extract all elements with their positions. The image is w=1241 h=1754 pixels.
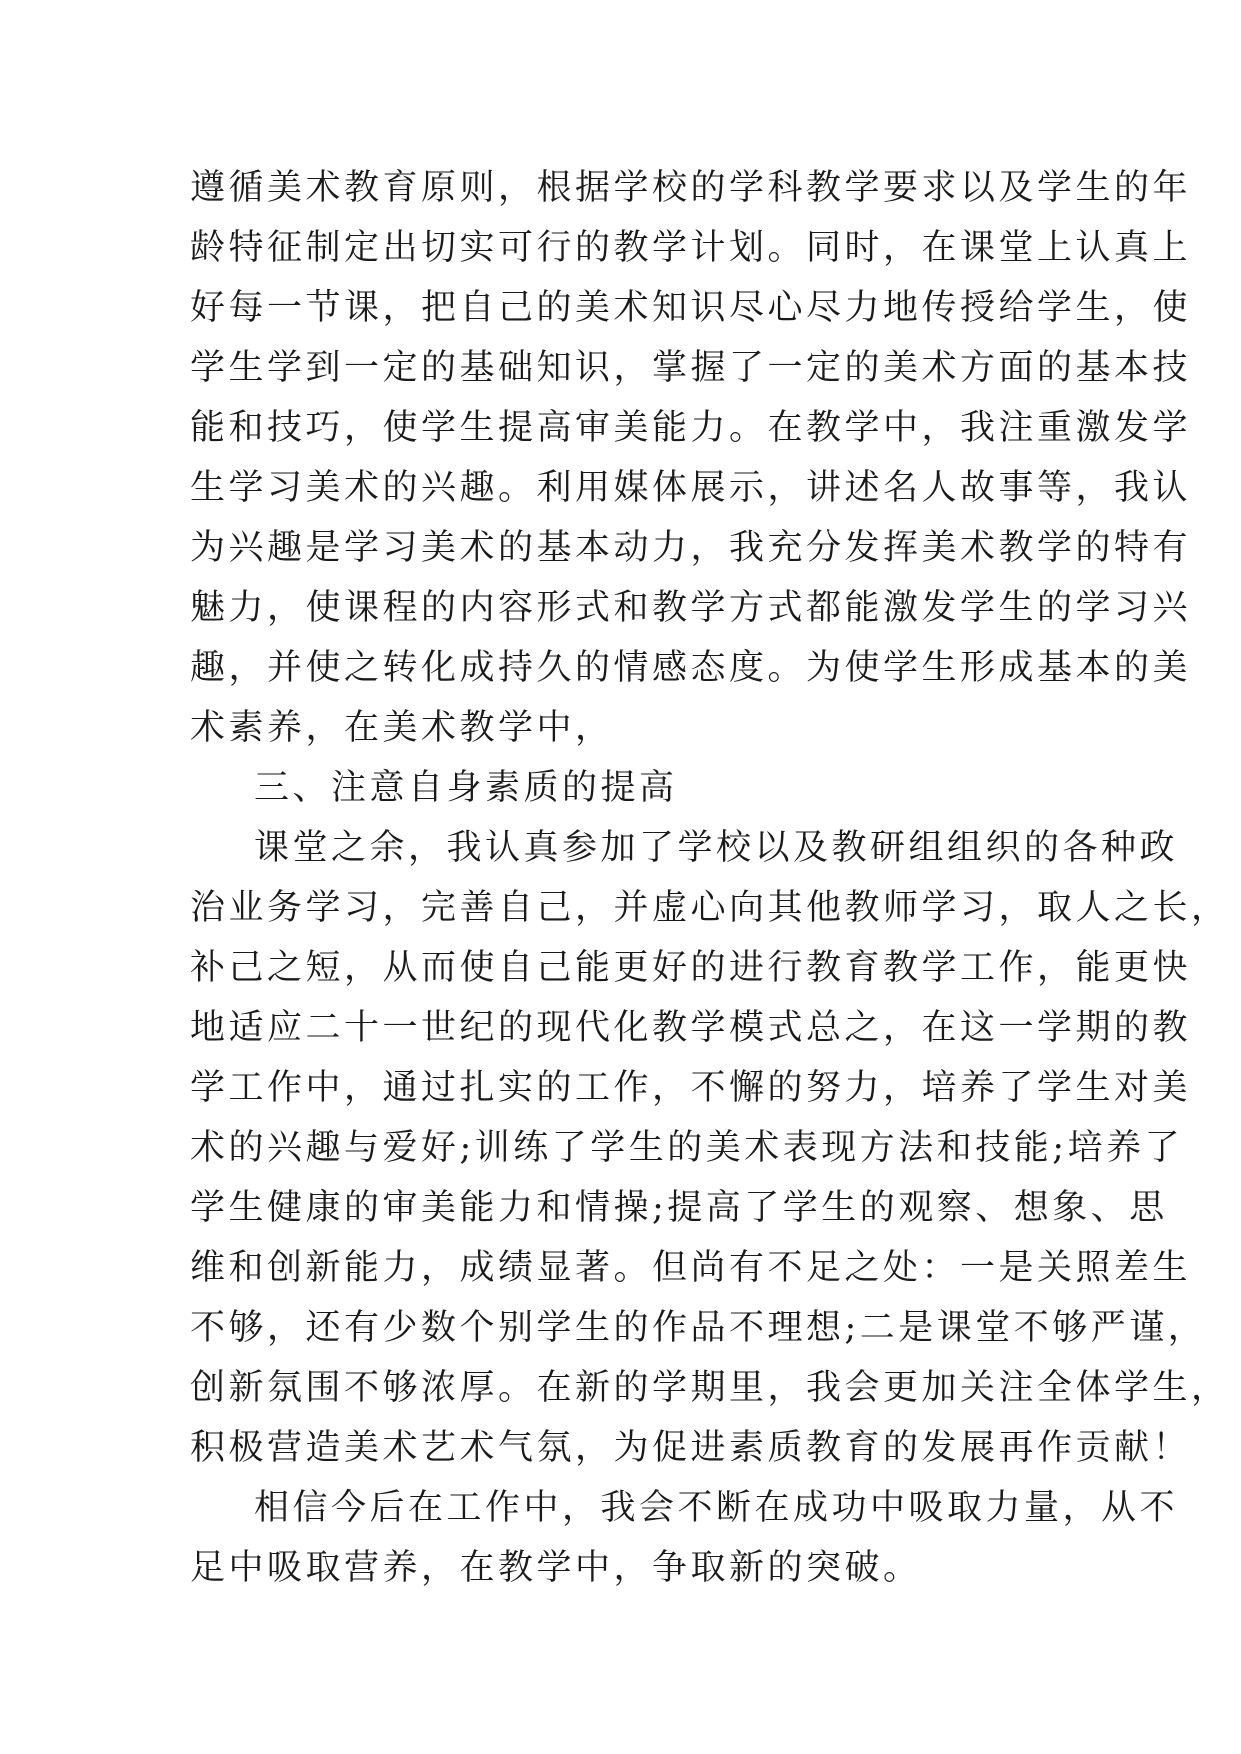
text-line: 术素养，在美术教学中， <box>190 708 614 748</box>
document-body <box>190 158 1230 1598</box>
text-line: 学生学到一定的基础知识，掌握了一定的美术方面的基本技 <box>190 348 1192 388</box>
text-line: 地适应二十一世纪的现代化教学模式总之，在这一学期的教 <box>190 1008 1192 1048</box>
text-line: 学工作中，通过扎实的工作，不懈的努力，培养了学生对美 <box>190 1068 1192 1108</box>
text-line: 创新氛围不够浓厚。在新的学期里，我会更加关注全体学生， <box>190 1368 1230 1408</box>
text-line: 术的兴趣与爱好;训练了学生的美术表现方法和技能;培养了 <box>190 1128 1184 1168</box>
text-line: 生学习美术的兴趣。利用媒体展示，讲述名人故事等，我认 <box>190 468 1192 508</box>
text-line: 好每一节课，把自己的美术知识尽心尽力地传授给学生，使 <box>190 288 1192 328</box>
text-line: 足中吸取营养，在教学中，争取新的突破。 <box>190 1548 922 1588</box>
text-line: 能和技巧，使学生提高审美能力。在教学中，我注重激发学 <box>190 408 1192 448</box>
text-line: 课堂之余，我认真参加了学校以及教研组组织的各种政 <box>254 828 1179 868</box>
text-line: 魅力，使课程的内容形式和教学方式都能激发学生的学习兴 <box>190 588 1192 628</box>
text-line: 趣，并使之转化成持久的情感态度。为使学生形成基本的美 <box>190 648 1192 688</box>
text-line: 相信今后在工作中，我会不断在成功中吸取力量，从不 <box>254 1488 1179 1528</box>
text-line: 补己之短，从而使自己能更好的进行教育教学工作，能更快 <box>190 948 1192 988</box>
text-line: 维和创新能力，成绩显著。但尚有不足之处：一是关照差生 <box>190 1248 1192 1288</box>
text-line: 为兴趣是学习美术的基本动力，我充分发挥美术教学的特有 <box>190 528 1192 568</box>
text-line: 遵循美术教育原则，根据学校的学科教学要求以及学生的年 <box>190 168 1192 208</box>
text-line: 三、注意自身素质的提高 <box>254 768 678 808</box>
text-line: 治业务学习，完善自己，并虚心向其他教师学习，取人之长， <box>190 888 1230 928</box>
text-line: 龄特征制定出切实可行的教学计划。同时，在课堂上认真上 <box>190 228 1192 268</box>
text-line: 学生健康的审美能力和情操;提高了学生的观察、想象、思 <box>190 1188 1168 1228</box>
text-line: 积极营造美术艺术气氛，为促进素质教育的发展再作贡献！ <box>190 1428 1192 1468</box>
text-line: 不够，还有少数个别学生的作品不理想;二是课堂不够严谨， <box>190 1308 1207 1348</box>
